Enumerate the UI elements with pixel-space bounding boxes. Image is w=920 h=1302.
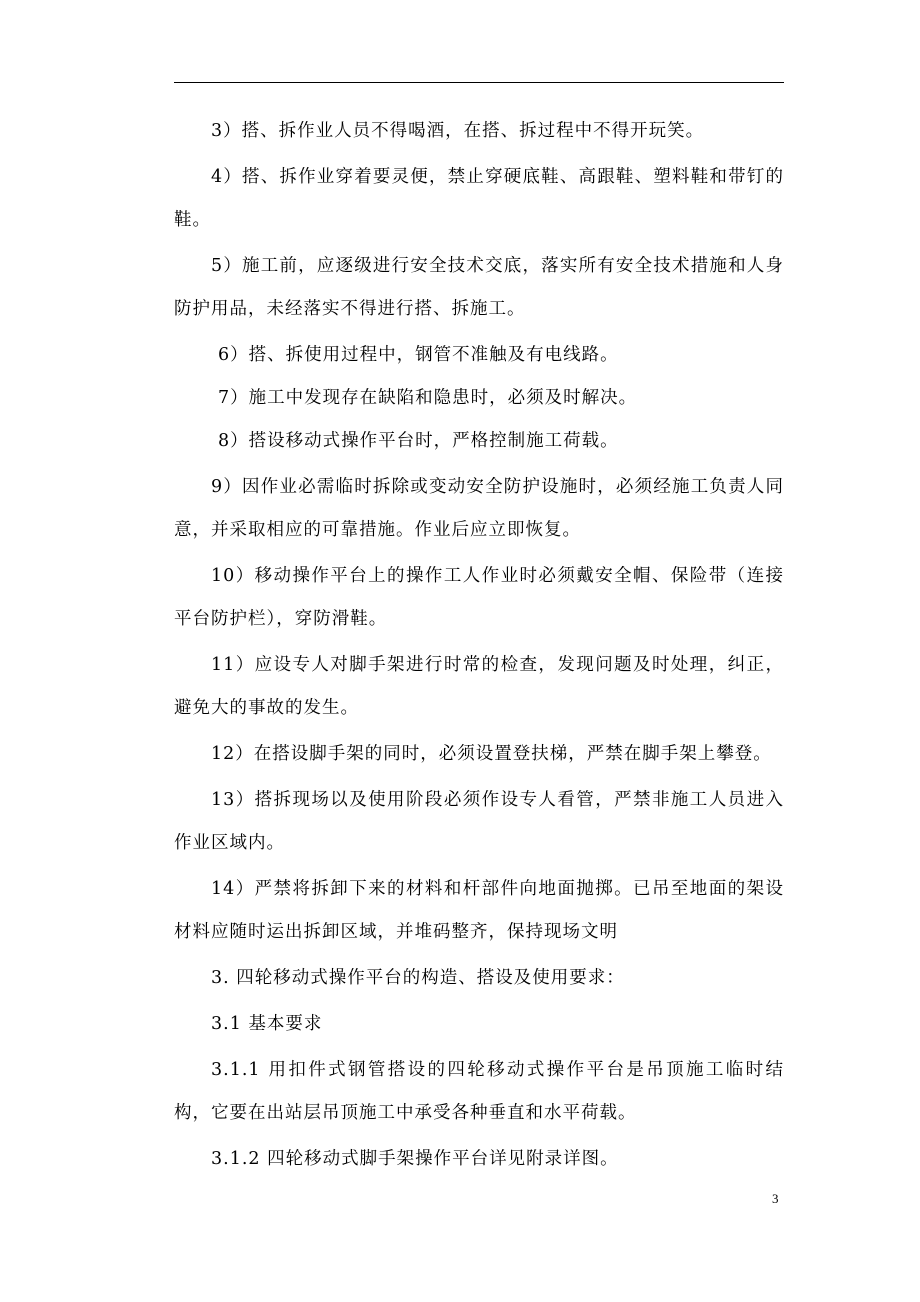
paragraph-item-9: 9）因作业必需临时拆除或变动安全防护设施时，必须经施工负责人同意，并采取相应的可靠措施。作业后应立即恢复。	[174, 477, 784, 540]
clause-3-1-1: 3.1.1 用扣件式钢管搭设的四轮移动式操作平台是吊顶施工临时结构，它要在出站层吊顶施工中承受各种垂直和水平荷载。	[174, 1060, 784, 1123]
paragraph-item-4: 4）搭、拆作业穿着要灵便，禁止穿硬底鞋、高跟鞋、塑料鞋和带钉的鞋。	[174, 167, 784, 230]
page-number: 3	[772, 1191, 779, 1206]
paragraph-item-12: 12）在搭设脚手架的同时，必须设置登扶梯，严禁在脚手架上攀登。	[211, 744, 772, 764]
paragraph-item-14: 14）严禁将拆卸下来的材料和杆部件向地面抛掷。已吊至地面的架设材料应随时运出拆卸区域，并堆码整齐，保持现场文明	[174, 879, 784, 942]
paragraph-item-5: 5）施工前，应逐级进行安全技术交底，落实所有安全技术措施和人身防护用品，未经落实不得进行搭、拆施工。	[174, 256, 784, 319]
paragraph-item-11: 11）应设专人对脚手架进行时常的检查，发现问题及时处理，纠正，避免大的事故的发生。	[174, 655, 784, 718]
header-rule	[174, 82, 784, 83]
paragraph-item-8: 8）搭设移动式操作平台时，严格控制施工荷载。	[218, 431, 619, 451]
document-body	[174, 110, 784, 1181]
paragraph-item-6: 6）搭、拆使用过程中，钢管不准触及有电线路。	[218, 345, 619, 365]
section-heading-3-1: 3.1 基本要求	[211, 1014, 323, 1034]
paragraph-item-7: 7）施工中发现存在缺陷和隐患时，必须及时解决。	[218, 388, 638, 408]
paragraph-item-10: 10）移动操作平台上的操作工人作业时必须戴安全帽、保险带（连接平台防护栏），穿防滑鞋。	[174, 566, 784, 629]
clause-3-1-2: 3.1.2 四轮移动式脚手架操作平台详见附录详图。	[211, 1149, 619, 1169]
paragraph-item-3: 3）搭、拆作业人员不得喝酒，在搭、拆过程中不得开玩笑。	[211, 121, 705, 141]
section-heading-3: 3. 四轮移动式操作平台的构造、搭设及使用要求：	[211, 968, 625, 988]
paragraph-item-13: 13）搭拆现场以及使用阶段必须作设专人看管，严禁非施工人员进入作业区域内。	[174, 790, 784, 853]
